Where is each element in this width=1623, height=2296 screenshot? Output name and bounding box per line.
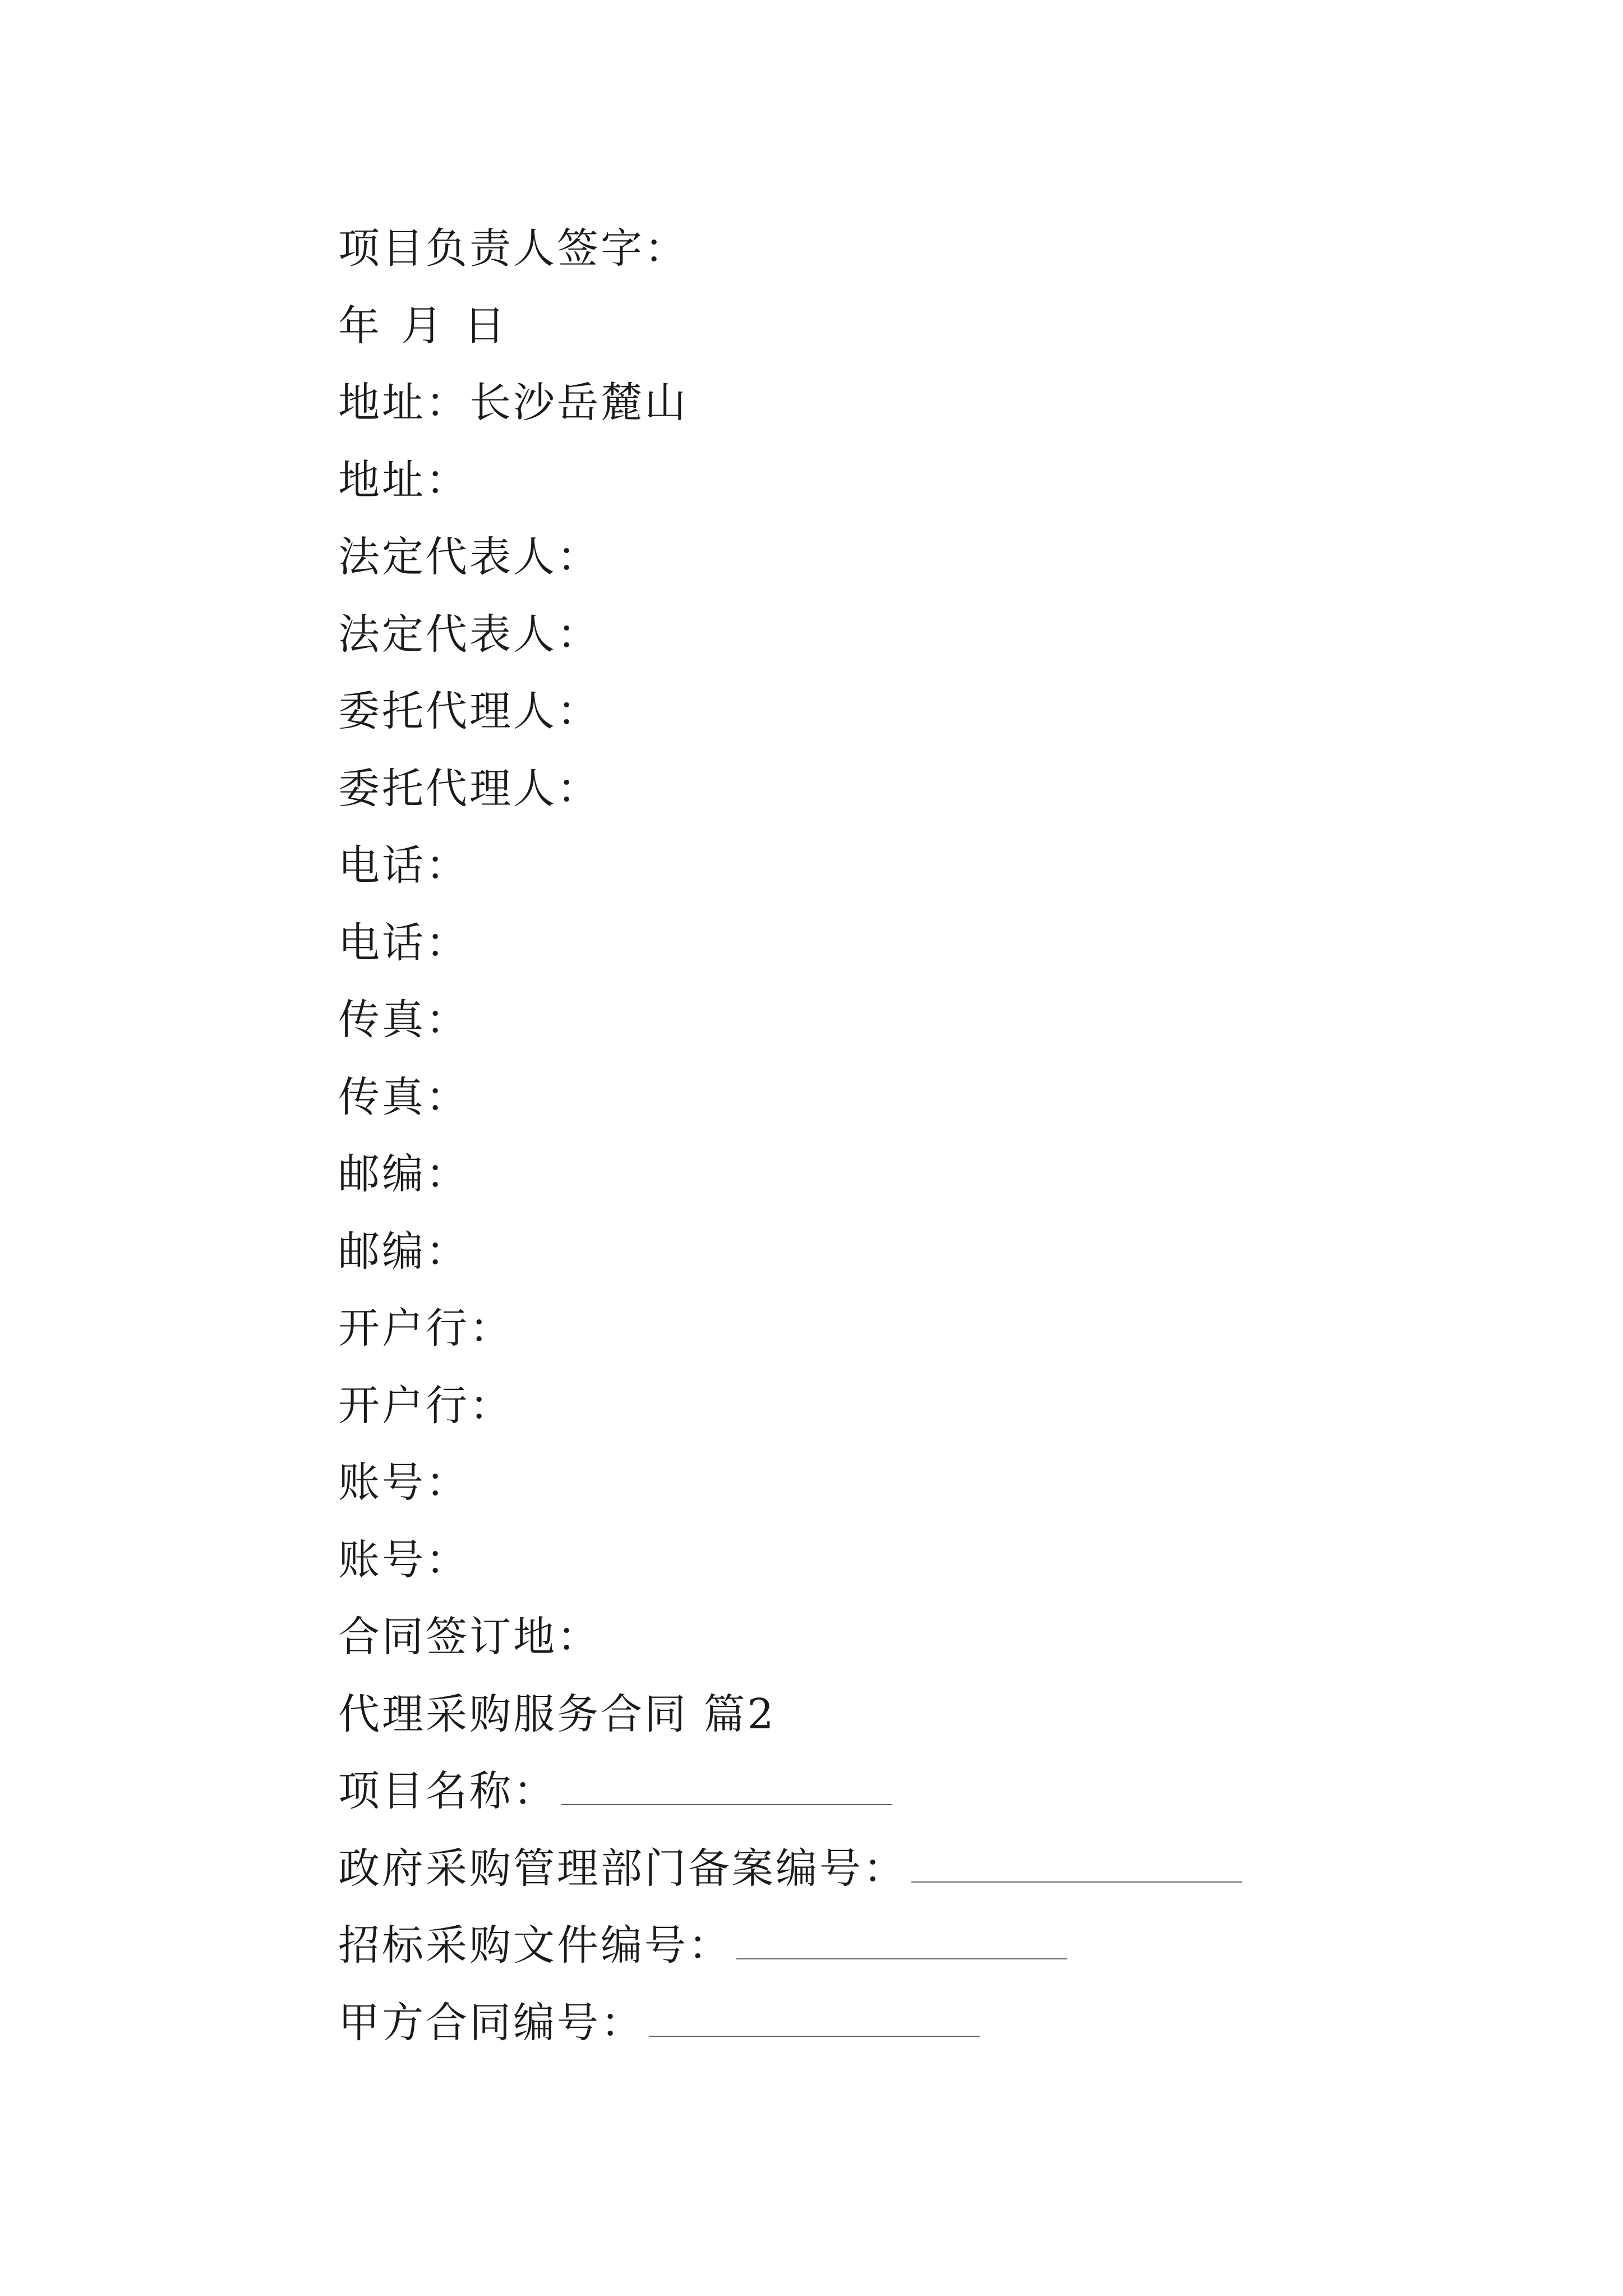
project-leader-signature-line: 项目负责人签字： bbox=[338, 224, 688, 273]
date-year: 年 bbox=[338, 301, 382, 350]
date-day: 日 bbox=[464, 301, 508, 350]
party-a-contract-number-label: 甲方合同编号： bbox=[338, 1998, 644, 2047]
legal-representative-party-a: 法定代表人： bbox=[338, 533, 601, 581]
party-a-contract-number-blank bbox=[649, 2001, 980, 2037]
bank-party-b: 开户行： bbox=[338, 1381, 513, 1430]
document-body bbox=[338, 210, 1460, 2062]
address-line-party-b: 地址： bbox=[338, 455, 469, 504]
phone-party-b: 电话： bbox=[338, 918, 469, 967]
project-name-field bbox=[338, 1753, 1460, 1830]
postcode-party-a: 邮编： bbox=[338, 1150, 469, 1198]
tender-document-number-label: 招标采购文件编号： bbox=[338, 1921, 732, 1970]
postcode-party-b: 邮编： bbox=[338, 1227, 469, 1276]
authorized-agent-party-a: 委托代理人： bbox=[338, 687, 601, 735]
date-month: 月 bbox=[401, 301, 445, 350]
address-line-party-a: 地址：长沙岳麓山 bbox=[338, 379, 688, 427]
bank-party-a: 开户行： bbox=[338, 1304, 513, 1352]
legal-representative-party-b: 法定代表人： bbox=[338, 610, 601, 659]
gov-record-number-field bbox=[338, 1830, 1460, 1908]
section-title: 代理采购服务合同 篇2 bbox=[338, 1690, 776, 1738]
date-line bbox=[338, 288, 1460, 365]
tender-document-number-field bbox=[338, 1907, 1460, 1985]
project-name-label: 项目名称： bbox=[338, 1767, 557, 1815]
gov-record-number-blank bbox=[911, 1847, 1242, 1883]
gov-record-number-label: 政府采购管理部门备案编号： bbox=[338, 1844, 907, 1893]
account-party-b: 账号： bbox=[338, 1535, 469, 1584]
contract-signing-place: 合同签订地： bbox=[338, 1613, 601, 1661]
tender-document-number-blank bbox=[736, 1924, 1067, 1959]
party-a-contract-number-field bbox=[338, 1985, 1460, 2062]
account-party-a: 账号： bbox=[338, 1458, 469, 1507]
phone-party-a: 电话： bbox=[338, 841, 469, 890]
project-name-blank bbox=[561, 1769, 892, 1805]
fax-party-a: 传真： bbox=[338, 996, 469, 1044]
authorized-agent-party-b: 委托代理人： bbox=[338, 764, 601, 813]
fax-party-b: 传真： bbox=[338, 1073, 469, 1121]
